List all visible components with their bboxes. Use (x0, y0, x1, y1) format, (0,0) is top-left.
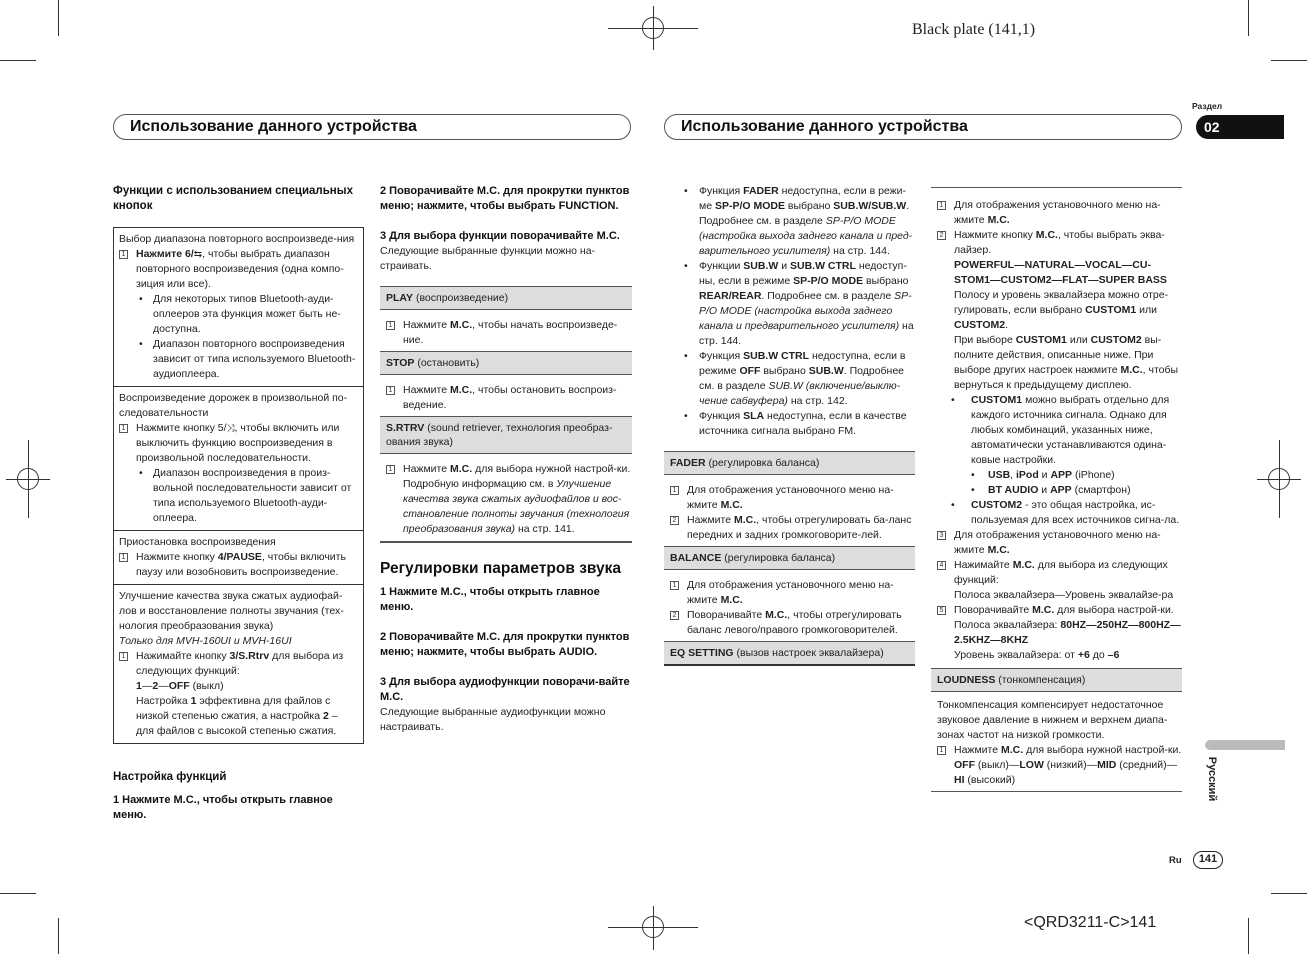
header-title-right: Использование данного устройства (664, 114, 1182, 140)
function-header-stop: STOP (остановить) (380, 351, 632, 375)
step-text: Нажмите кнопку 5/ (136, 422, 227, 434)
step-item: 1 Для отображения установочного меню на-жмите M.C. (937, 198, 1182, 228)
step-number-1: 1 (386, 465, 395, 474)
step-number-1: 1 (386, 386, 395, 395)
step-item (119, 649, 357, 679)
step-item: 1 Нажмите M.C., чтобы остановить воспроиз-ведение. (386, 383, 632, 413)
bullet-item: • CUSTOM1 можно выбрать отдельно для каждого источника сигнала. Однако для любых комбинаций, указанных ниже, автоматически устанавливаются одина-ковые настройки. (931, 393, 1182, 468)
language-label: Русский (1206, 756, 1218, 802)
step-heading: 2 Поворачивайте M.C. для прокрутки пунктов меню; нажмите, чтобы выбрать AUDIO. (380, 631, 630, 658)
bullet-item: • Диапазон повторного воспроизведения зависит от типа используемого Bluetooth-аудиоплеера. (119, 337, 357, 382)
plate-label: Black plate (141,1) (912, 21, 1036, 38)
function-header-balance: BALANCE (регулировка баланса) (664, 546, 915, 570)
section-number: 02 (1204, 119, 1220, 135)
bullet-item: • Функция FADER недоступна, если в режи-ме SP-P/O MODE выбрано SUB.W/SUB.W. Подробнее см. в разделе SP-P/O MODE (настройка выхода заднего канала и пред-варительного усилителя) на стр. 144. (664, 184, 915, 259)
crop-mark (1271, 60, 1307, 61)
page-language: Ru (1169, 855, 1182, 866)
footer-code: <QRD3211-C>141 (1024, 914, 1157, 931)
function-header-loudness: LOUDNESS (тонкомпенсация) (931, 668, 1182, 692)
header-title-left: Использование данного устройства (113, 114, 631, 140)
paragraph: Полосу и уровень эквалайзера можно отре-гулировать, если выбрано CUSTOM1 или CUSTOM2. (954, 289, 1169, 331)
page-number-badge (1193, 851, 1223, 869)
column-4 (931, 187, 1182, 792)
step-item (119, 247, 357, 292)
key-label: /S.Rtrv (235, 650, 270, 662)
step-item: 5 Поворачивайте M.C. для выбора настрой-ки. (937, 603, 1182, 618)
step-item (119, 550, 357, 580)
step-text: , чтобы включить паузу или возобновить воспроизведение. (136, 551, 346, 578)
bullet-item: • Для некоторых типов Bluetooth-ауди-оплееров эта функция может быть не-доступна. (119, 292, 357, 337)
bullet-item: • CUSTOM2 - это общая настройка, ис-пользуемая для всех источников сигна-ла. (931, 498, 1182, 528)
section-number-badge (1196, 115, 1284, 139)
step-item: 1 Для отображения установочного меню на-жмите M.C. (670, 483, 915, 513)
box-title: Приостановка воспроизведения (119, 536, 276, 548)
step-text: , чтобы включить или выключить функцию воспроизведения в произвольной последовательности. (136, 422, 340, 464)
step-number-4: 4 (937, 561, 946, 570)
registration-line (653, 6, 654, 50)
function-header-eq-setting: EQ SETTING (вызов настроек эквалайзера) (664, 641, 915, 666)
divider (931, 791, 1182, 792)
step-number-5: 5 (937, 606, 946, 615)
box-title: Улучшение качества звука сжатых аудиофай-лов и восстановление полноты звучания (тех-нология преобразования звука) (119, 590, 344, 632)
step-description: Следующие выбранные аудиофункции можно настраивать. (380, 706, 606, 733)
step-item: 1 Для отображения установочного меню на-жмите M.C. (670, 578, 915, 608)
step-text: Нажмите кнопку (136, 551, 218, 563)
crop-mark (0, 893, 36, 894)
option-list: OFF (выкл)—LOW (низкий)—MID (средний)—HI (высокий) (954, 759, 1178, 786)
step-item: 2 Нажмите M.C., чтобы отрегулировать ба-ланс передних и задних громкоговорите-лей. (670, 513, 915, 543)
option-description: Настройка 1 эффективна для файлов с низкой степенью сжатия, а настройка 2 – для файлов с высокой степенью сжатия. (136, 695, 338, 737)
step-heading: 1 Нажмите M.C., чтобы открыть главное меню. (380, 586, 600, 613)
paragraph: Тонкомпенсация компенсирует недостаточное звуковое давление в нижнем и верхнем диапа-зонах частот на низкой громкости. (937, 699, 1168, 741)
box-title: Выбор диапазона повторного воспроизведе-ния (119, 233, 355, 245)
step-number-2: 2 (670, 516, 679, 525)
section-label: Раздел (1192, 101, 1223, 111)
step-number-1: 1 (386, 321, 395, 330)
step-number-1: 1 (670, 486, 679, 495)
shuffle-icon: ⤨ (226, 423, 235, 434)
paragraph: Полоса эквалайзера: 80HZ—250HZ—800HZ—2.5KHZ—8KHZ (954, 619, 1181, 646)
step-item (119, 421, 357, 466)
step-number-1: 1 (119, 250, 128, 259)
step-item: 1 Нажмите M.C. для выбора нужной настрой-ки. (937, 743, 1182, 758)
option-list: 1—2—OFF (выкл) (136, 680, 224, 692)
sub-bullet-item: • USB, iPod и APP (iPhone) (931, 468, 1182, 483)
step-heading: 3 Для выбора функции поворачивайте M.C. (380, 230, 620, 242)
function-header-fader: FADER (регулировка баланса) (664, 451, 915, 475)
step-number-3: 3 (937, 531, 946, 540)
function-box-pause (113, 531, 364, 585)
crop-mark (58, 0, 59, 36)
step-item: 1 Нажмите M.C. для выбора нужной настрой-ки. (386, 462, 632, 477)
bullet-item: • Функция SLA недоступна, если в качестве источника сигнала выбрано FM. (664, 409, 915, 439)
step-heading: 2 Поворачивайте M.C. для прокрутки пунктов меню; нажмите, чтобы выбрать FUNCTION. (380, 185, 630, 212)
paragraph: Полоса эквалайзера—Уровень эквалайзе-ра (954, 589, 1174, 601)
step-text: Нажмите 6/ (136, 248, 194, 260)
step-item: 1 Нажмите M.C., чтобы начать воспроизведе-ние. (386, 318, 632, 348)
step-item: 3 Для отображения установочного меню на-жмите M.C. (937, 528, 1182, 558)
section-heading: Регулировки параметров звука (380, 560, 622, 577)
bullet-item: • Функции SUB.W и SUB.W CTRL недоступ-ны, если в режиме SP-P/O MODE выбрано REAR/REAR. Подробнее см. в разделе SP-P/O MODE (настройка выхода заднего канала и предварительного усилителя) на стр. 144. (664, 259, 915, 349)
key-label: 4 (217, 551, 224, 563)
function-header-play: PLAY (воспроизведение) (380, 286, 632, 310)
crop-mark (58, 918, 59, 954)
key-label: 3 (229, 650, 236, 662)
crop-mark (1248, 0, 1249, 36)
crop-mark (1271, 893, 1307, 894)
function-box-repeat (113, 227, 364, 387)
registration-line (653, 906, 654, 950)
step-number-1: 1 (119, 652, 128, 661)
section-heading: Функции с использованием специальных кнопок (113, 185, 353, 212)
bullet-item: • Диапазон воспроизведения в произ-вольной последовательности зависит от типа используемого Bluetooth-ауди-оплеера. (119, 466, 357, 526)
registration-line (1279, 440, 1280, 518)
column-3 (664, 184, 915, 666)
step-number-1: 1 (937, 746, 946, 755)
paragraph: При выборе CUSTOM1 или CUSTOM2 вы-полните действия, описанные ниже. При выборе других настроек нажмите M.C., чтобы вернуться к предыдущему дисплею. (954, 334, 1179, 391)
bullet-item: • Функция SUB.W CTRL недоступна, если в режиме OFF выбрано SUB.W. Подробнее см. в разделе SUB.W (включение/выклю-чение сабвуфера) на стр. 142. (664, 349, 915, 409)
step-item: 4 Нажимайте M.C. для выбора из следующих функций: (937, 558, 1182, 588)
crop-mark (1248, 918, 1249, 954)
page-number: 141 (1198, 853, 1218, 865)
step-heading: 1 Нажмите M.C., чтобы открыть главное меню. (113, 794, 333, 821)
model-note: Только для MVH-160UI и MVH-16UI (119, 635, 292, 647)
step-item: 2 Поворачивайте M.C., чтобы отрегулировать баланс левого/правого громкоговорителей. (670, 608, 915, 638)
step-text: Нажимайте кнопку (136, 650, 230, 662)
sub-bullet-item: • BT AUDIO и APP (смартфон) (931, 483, 1182, 498)
step-text: для выбора из следующих функций: (136, 650, 344, 677)
function-box-sound-retriever (113, 585, 364, 744)
step-number-2: 2 (937, 231, 946, 240)
repeat-icon: ⇆ (193, 249, 203, 260)
paragraph: Уровень эквалайзера: от +6 до –6 (954, 649, 1120, 661)
step-number-1: 1 (119, 424, 128, 433)
column-1 (113, 184, 364, 823)
step-item: 2 Нажмите кнопку M.C., чтобы выбрать эква-лайзер. (937, 228, 1182, 258)
step-number-1: 1 (937, 201, 946, 210)
equalizer-presets: POWERFUL—NATURAL—VOCAL—CU-STOM1—CUSTOM2—FLAT—SUPER BASS (954, 259, 1167, 286)
function-header-srtrv: S.RTRV (sound retriever, технология преобраз-ования звука) (380, 416, 632, 454)
key-label: /PAUSE (223, 551, 262, 563)
function-box-shuffle (113, 387, 364, 531)
cross-reference: Подробную информацию см. в Улучшение качества звука сжатых аудиофайлов и вос-становление полноты звучания (технология преобразования звука) на стр. 141. (403, 478, 630, 535)
step-description: Следующие выбранные функции можно на-страивать. (380, 245, 596, 272)
crop-mark (0, 60, 36, 61)
column-2 (380, 184, 632, 735)
box-title: Воспроизведение дорожек в произвольной по-следовательности (119, 392, 348, 419)
step-number-1: 1 (119, 553, 128, 562)
step-heading: 3 Для выбора аудиофункции поворачи-вайте M.C. (380, 676, 630, 703)
step-number-1: 1 (670, 581, 679, 590)
section-heading: Настройка функций (113, 771, 227, 783)
registration-line (28, 440, 29, 518)
step-number-2: 2 (670, 611, 679, 620)
step-text: , чтобы выбрать диапазон повторного воспроизведения (одна компо-зиция или все). (136, 248, 344, 290)
